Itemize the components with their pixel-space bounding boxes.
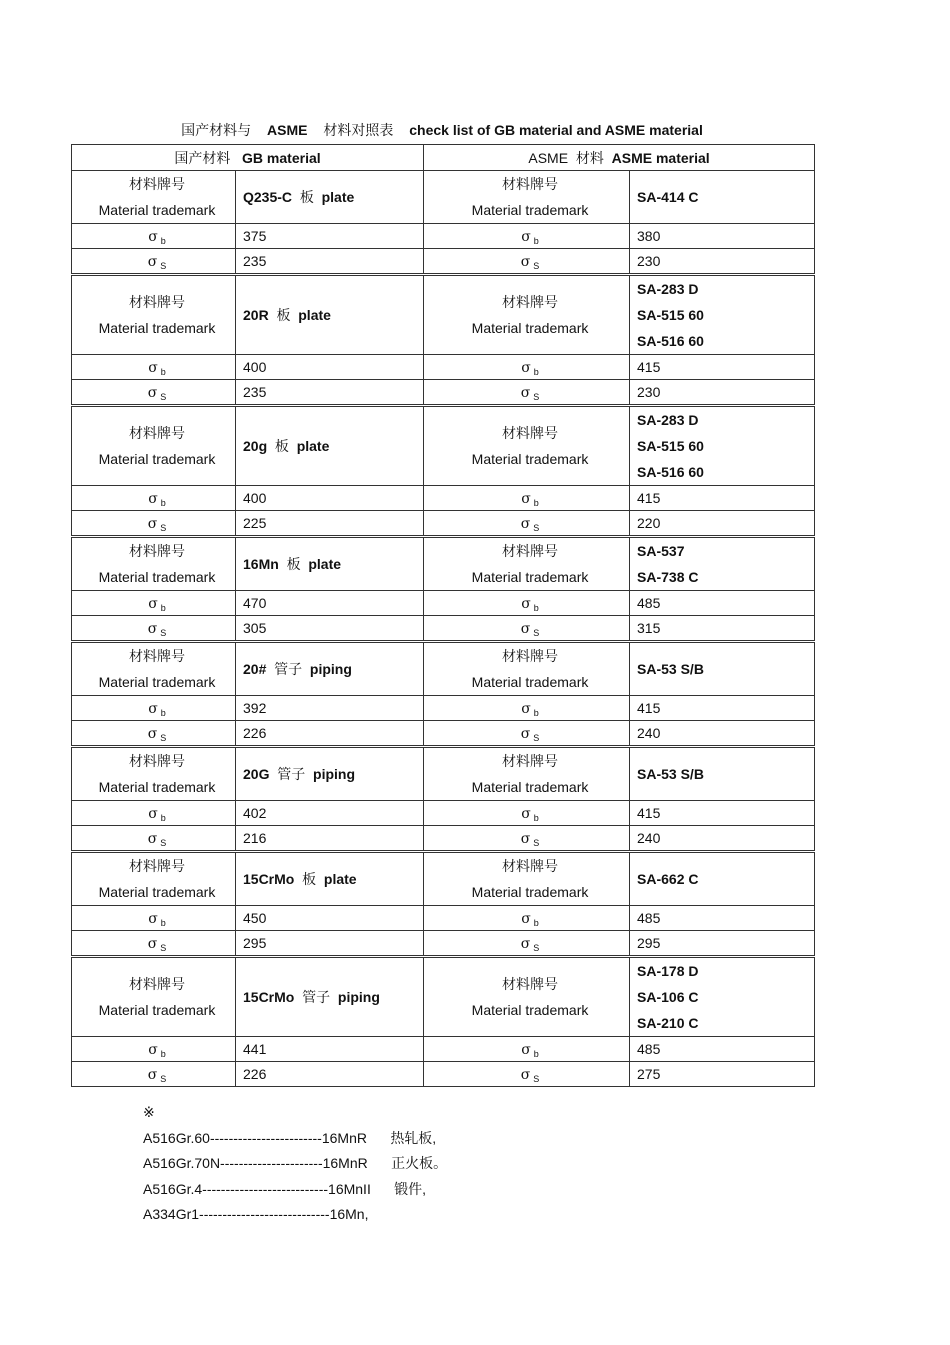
- asme-grade: SA-414 C: [637, 189, 699, 205]
- trademark-label-cn: 材料牌号: [129, 294, 185, 310]
- sigma-symbol: σ: [148, 228, 158, 245]
- note-line: [143, 1151, 447, 1177]
- trademark-label-en: Material trademark: [471, 569, 589, 585]
- strength-row: [72, 906, 815, 931]
- note-left: A334Gr1----------------------------16Mn,: [143, 1206, 369, 1222]
- gb-form-en: plate: [323, 871, 357, 887]
- gb-grade: 20#: [243, 661, 267, 677]
- sigma-label: [424, 696, 630, 721]
- note-left: A516Gr.4---------------------------16MnII: [143, 1180, 371, 1197]
- gb-strength-value: 226: [236, 721, 424, 747]
- strength-row: [72, 249, 815, 275]
- trademark-label-cn: 材料牌号: [129, 543, 185, 559]
- asme-grade: SA-53 S/B: [637, 661, 704, 677]
- material-group-row: [72, 747, 815, 801]
- asme-grade-cell: [630, 171, 815, 224]
- sigma-subscript: S: [160, 627, 167, 638]
- notes-section: [143, 1100, 447, 1228]
- sigma-symbol: σ: [148, 595, 158, 612]
- trademark-label-cn: 材料牌号: [502, 976, 559, 992]
- trademark-label-en: Material trademark: [98, 779, 216, 795]
- sigma-label: [424, 249, 630, 275]
- sigma-label: [424, 380, 630, 406]
- sigma-subscript: S: [160, 391, 167, 402]
- trademark-label-cn: 材料牌号: [129, 753, 185, 769]
- gb-grade-cell: [236, 852, 424, 906]
- note-left: A516Gr.60------------------------16MnR: [143, 1129, 367, 1146]
- trademark-label-en: Material trademark: [98, 320, 216, 336]
- sigma-subscript: b: [160, 235, 166, 246]
- strength-row: [72, 1037, 815, 1062]
- gb-grade: 16Mn: [243, 556, 279, 572]
- sigma-subscript: S: [533, 522, 540, 533]
- trademark-label-en: Material trademark: [98, 202, 216, 218]
- asme-strength-value: 315: [630, 616, 815, 642]
- sigma-label: [424, 906, 630, 931]
- sigma-subscript: b: [160, 366, 166, 377]
- gb-form-en: piping: [309, 661, 352, 677]
- sigma-symbol: σ: [520, 384, 531, 401]
- gb-grade: 20G: [243, 766, 270, 782]
- sigma-subscript: S: [160, 260, 167, 271]
- sigma-subscript: b: [533, 707, 539, 718]
- strength-row: [72, 826, 815, 852]
- gb-grade-cell: [236, 275, 424, 355]
- strength-row: [72, 616, 815, 642]
- sigma-subscript: b: [533, 602, 539, 613]
- asme-grade: SA-516 60: [637, 333, 704, 349]
- strength-row: [72, 721, 815, 747]
- sigma-symbol: σ: [521, 910, 531, 927]
- trademark-label-cn: 材料牌号: [502, 858, 559, 874]
- gb-strength-value: 375: [236, 224, 424, 249]
- sigma-label: [424, 1037, 630, 1062]
- sigma-label: [424, 931, 630, 957]
- gb-grade: Q235-C: [243, 189, 293, 205]
- gb-form-cn: 板: [286, 556, 301, 572]
- sigma-symbol: σ: [520, 935, 531, 952]
- sigma-label: [72, 1062, 236, 1087]
- asme-strength-value: 485: [630, 591, 815, 616]
- gb-strength-value: 400: [236, 355, 424, 380]
- material-group-row: [72, 406, 815, 486]
- trademark-label-en: Material trademark: [98, 1002, 216, 1018]
- trademark-label-gb: [72, 642, 236, 696]
- sigma-subscript: S: [533, 627, 540, 638]
- gb-form-en: plate: [321, 189, 355, 205]
- sigma-label: [72, 826, 236, 852]
- asme-grade-cell: [630, 406, 815, 486]
- gb-form-cn: 管子: [277, 766, 306, 782]
- sigma-subscript: b: [533, 366, 539, 377]
- asme-grade-cell: [630, 852, 815, 906]
- sigma-label: [72, 224, 236, 249]
- gb-grade-cell: [236, 537, 424, 591]
- trademark-label-cn: 材料牌号: [502, 294, 559, 310]
- sigma-label: [424, 801, 630, 826]
- asme-strength-value: 415: [630, 801, 815, 826]
- sigma-symbol: σ: [147, 515, 158, 532]
- sigma-subscript: S: [533, 732, 540, 743]
- strength-row: [72, 931, 815, 957]
- title-asme: ASME: [267, 122, 308, 138]
- sigma-subscript: S: [160, 942, 167, 953]
- gb-grade-cell: [236, 747, 424, 801]
- gb-strength-value: 225: [236, 511, 424, 537]
- asme-strength-value: 485: [630, 1037, 815, 1062]
- sigma-symbol: σ: [520, 830, 531, 847]
- gb-strength-value: 400: [236, 486, 424, 511]
- trademark-label-cn: 材料牌号: [502, 648, 559, 664]
- sigma-subscript: S: [160, 732, 167, 743]
- sigma-subscript: b: [533, 917, 539, 928]
- trademark-label-en: Material trademark: [98, 674, 216, 690]
- asme-strength-value: 230: [630, 249, 815, 275]
- sigma-symbol: σ: [147, 620, 158, 637]
- gb-strength-value: 235: [236, 249, 424, 275]
- sigma-label: [424, 486, 630, 511]
- gb-form-en: piping: [313, 766, 356, 782]
- sigma-subscript: b: [160, 1048, 166, 1059]
- sigma-subscript: S: [160, 522, 167, 533]
- sigma-symbol: σ: [147, 1066, 158, 1083]
- gb-grade: 20g: [243, 438, 268, 454]
- sigma-subscript: b: [160, 707, 166, 718]
- sigma-symbol: σ: [148, 1041, 158, 1058]
- asme-strength-value: 275: [630, 1062, 815, 1087]
- asme-header-en: ASME material: [611, 149, 710, 166]
- gb-form-en: piping: [337, 989, 380, 1005]
- asme-grade: SA-210 C: [637, 1015, 699, 1031]
- trademark-label-cn: 材料牌号: [502, 543, 559, 559]
- note-line: [143, 1177, 447, 1203]
- asme-strength-value: 415: [630, 486, 815, 511]
- gb-grade: 15CrMo: [243, 989, 295, 1005]
- trademark-label-gb: [72, 537, 236, 591]
- document-title: [72, 120, 812, 140]
- asme-strength-value: 295: [630, 931, 815, 957]
- sigma-symbol: σ: [148, 910, 158, 927]
- asme-grade-cell: [630, 275, 815, 355]
- title-en: check list of GB material and ASME material: [409, 122, 703, 138]
- asme-grade: SA-662 C: [637, 871, 699, 887]
- gb-form-cn: 板: [276, 307, 291, 323]
- sigma-label: [72, 486, 236, 511]
- note-line: [143, 1126, 447, 1152]
- gb-grade-cell: [236, 406, 424, 486]
- strength-row: [72, 224, 815, 249]
- gb-strength-value: 235: [236, 380, 424, 406]
- trademark-label-gb: [72, 852, 236, 906]
- sigma-label: [72, 801, 236, 826]
- sigma-subscript: S: [533, 260, 540, 271]
- asme-grade: SA-515 60: [637, 438, 704, 454]
- asme-grade-cell: [630, 642, 815, 696]
- trademark-label-en: Material trademark: [98, 569, 216, 585]
- sigma-symbol: σ: [521, 228, 531, 245]
- sigma-symbol: σ: [148, 359, 158, 376]
- gb-strength-value: 226: [236, 1062, 424, 1087]
- note-line: [143, 1202, 447, 1228]
- gb-material-header: [72, 145, 424, 171]
- sigma-symbol: σ: [147, 935, 158, 952]
- gb-form-en: plate: [308, 556, 342, 572]
- asme-strength-value: 485: [630, 906, 815, 931]
- sigma-label: [424, 224, 630, 249]
- trademark-label-cn: 材料牌号: [502, 753, 559, 769]
- asme-grade: SA-53 S/B: [637, 766, 704, 782]
- asme-grade: SA-178 D: [637, 963, 699, 979]
- sigma-label: [424, 721, 630, 747]
- trademark-label-gb: [72, 747, 236, 801]
- trademark-label-cn: 材料牌号: [129, 425, 185, 441]
- trademark-label-cn: 材料牌号: [502, 176, 559, 192]
- strength-row: [72, 511, 815, 537]
- trademark-label-gb: [72, 957, 236, 1037]
- sigma-subscript: S: [533, 942, 540, 953]
- gb-form-cn: 板: [274, 438, 289, 454]
- trademark-label-gb: [72, 275, 236, 355]
- gb-form-cn: 板: [299, 189, 314, 205]
- sigma-symbol: σ: [520, 620, 531, 637]
- sigma-subscript: b: [533, 812, 539, 823]
- sigma-label: [424, 826, 630, 852]
- asme-grade: SA-516 60: [637, 464, 704, 480]
- asme-header-cn1: ASME: [528, 149, 569, 166]
- trademark-label-en: Material trademark: [471, 1002, 589, 1018]
- gb-strength-value: 470: [236, 591, 424, 616]
- note-mark: ※: [143, 1104, 155, 1120]
- asme-strength-value: 380: [630, 224, 815, 249]
- sigma-label: [424, 1062, 630, 1087]
- gb-header-en: GB material: [242, 149, 321, 166]
- trademark-label-en: Material trademark: [471, 320, 589, 336]
- trademark-label-cn: 材料牌号: [129, 648, 185, 664]
- sigma-symbol: σ: [148, 805, 158, 822]
- sigma-symbol: σ: [520, 725, 531, 742]
- sigma-subscript: b: [160, 812, 166, 823]
- trademark-label-cn: 材料牌号: [129, 858, 185, 874]
- sigma-label: [72, 721, 236, 747]
- gb-grade: 15CrMo: [243, 871, 295, 887]
- trademark-label-asme: [424, 642, 630, 696]
- sigma-symbol: σ: [521, 700, 531, 717]
- title-cn1: 国产材料与: [181, 122, 252, 138]
- sigma-symbol: σ: [148, 490, 158, 507]
- sigma-symbol: σ: [147, 830, 158, 847]
- asme-strength-value: 240: [630, 721, 815, 747]
- note-right: 正火板。: [391, 1155, 448, 1171]
- sigma-subscript: S: [533, 1073, 540, 1084]
- sigma-label: [72, 696, 236, 721]
- sigma-label: [424, 511, 630, 537]
- trademark-label-asme: [424, 171, 630, 224]
- sigma-label: [72, 355, 236, 380]
- sigma-subscript: b: [533, 497, 539, 508]
- sigma-symbol: σ: [521, 490, 531, 507]
- sigma-subscript: b: [160, 917, 166, 928]
- gb-strength-value: 295: [236, 931, 424, 957]
- sigma-subscript: S: [160, 837, 167, 848]
- sigma-subscript: S: [160, 1073, 167, 1084]
- asme-strength-value: 415: [630, 696, 815, 721]
- material-group-row: [72, 642, 815, 696]
- note-right: 锻件,: [394, 1180, 427, 1197]
- sigma-label: [72, 511, 236, 537]
- sigma-subscript: b: [160, 497, 166, 508]
- sigma-label: [72, 906, 236, 931]
- note-right: 热轧板,: [390, 1129, 437, 1146]
- sigma-subscript: S: [533, 837, 540, 848]
- gb-grade-cell: [236, 957, 424, 1037]
- trademark-label-gb: [72, 171, 236, 224]
- asme-grade: SA-283 D: [637, 281, 699, 297]
- strength-row: [72, 486, 815, 511]
- material-comparison-table: [71, 144, 815, 1087]
- sigma-subscript: b: [160, 602, 166, 613]
- material-group-row: [72, 537, 815, 591]
- sigma-subscript: b: [533, 1048, 539, 1059]
- title-cn2: 材料对照表: [323, 122, 394, 138]
- gb-strength-value: 305: [236, 616, 424, 642]
- sigma-label: [72, 616, 236, 642]
- gb-grade-cell: [236, 642, 424, 696]
- asme-grade: SA-515 60: [637, 307, 704, 323]
- asme-strength-value: 220: [630, 511, 815, 537]
- sigma-symbol: σ: [147, 725, 158, 742]
- material-group-row: [72, 275, 815, 355]
- asme-grade: SA-106 C: [637, 989, 699, 1005]
- material-group-row: [72, 957, 815, 1037]
- material-group-row: [72, 852, 815, 906]
- trademark-label-en: Material trademark: [471, 674, 589, 690]
- asme-grade: SA-283 D: [637, 412, 699, 428]
- strength-row: [72, 1062, 815, 1087]
- gb-strength-value: 392: [236, 696, 424, 721]
- sigma-symbol: σ: [521, 359, 531, 376]
- strength-row: [72, 355, 815, 380]
- sigma-subscript: b: [533, 235, 539, 246]
- gb-form-en: plate: [296, 438, 330, 454]
- asme-strength-value: 240: [630, 826, 815, 852]
- sigma-symbol: σ: [148, 700, 158, 717]
- sigma-label: [72, 1037, 236, 1062]
- asme-grade: SA-738 C: [637, 569, 699, 585]
- trademark-label-asme: [424, 537, 630, 591]
- sigma-label: [424, 355, 630, 380]
- gb-strength-value: 450: [236, 906, 424, 931]
- asme-grade-cell: [630, 957, 815, 1037]
- sigma-subscript: S: [533, 391, 540, 402]
- sigma-symbol: σ: [520, 1066, 531, 1083]
- trademark-label-gb: [72, 406, 236, 486]
- sigma-symbol: σ: [147, 384, 158, 401]
- sigma-symbol: σ: [147, 253, 158, 270]
- sigma-symbol: σ: [521, 805, 531, 822]
- sigma-symbol: σ: [521, 1041, 531, 1058]
- trademark-label-cn: 材料牌号: [502, 425, 559, 441]
- note-left: A516Gr.70N----------------------16MnR: [143, 1155, 368, 1171]
- gb-form-cn: 管子: [302, 989, 331, 1005]
- trademark-label-en: Material trademark: [471, 451, 589, 467]
- asme-material-header: [424, 145, 815, 171]
- trademark-label-en: Material trademark: [471, 884, 589, 900]
- strength-row: [72, 591, 815, 616]
- asme-strength-value: 230: [630, 380, 815, 406]
- gb-form-cn: 板: [302, 871, 317, 887]
- trademark-label-en: Material trademark: [471, 779, 589, 795]
- gb-grade-cell: [236, 171, 424, 224]
- trademark-label-en: Material trademark: [98, 451, 216, 467]
- sigma-symbol: σ: [520, 515, 531, 532]
- asme-header-cn2: 材料: [575, 149, 604, 166]
- gb-header-cn: 国产材料: [174, 149, 231, 166]
- sigma-label: [424, 591, 630, 616]
- trademark-label-asme: [424, 275, 630, 355]
- gb-form-en: plate: [298, 307, 331, 323]
- gb-strength-value: 216: [236, 826, 424, 852]
- asme-grade: SA-537: [637, 543, 685, 559]
- gb-strength-value: 402: [236, 801, 424, 826]
- table-header-row: [72, 145, 815, 171]
- strength-row: [72, 380, 815, 406]
- sigma-label: [72, 591, 236, 616]
- strength-row: [72, 696, 815, 721]
- trademark-label-en: Material trademark: [471, 202, 589, 218]
- trademark-label-asme: [424, 852, 630, 906]
- sigma-label: [72, 931, 236, 957]
- trademark-label-asme: [424, 747, 630, 801]
- sigma-label: [424, 616, 630, 642]
- asme-grade-cell: [630, 537, 815, 591]
- trademark-label-cn: 材料牌号: [129, 976, 185, 992]
- trademark-label-cn: 材料牌号: [129, 176, 185, 192]
- trademark-label-asme: [424, 957, 630, 1037]
- gb-strength-value: 441: [236, 1037, 424, 1062]
- trademark-label-asme: [424, 406, 630, 486]
- sigma-symbol: σ: [521, 595, 531, 612]
- asme-grade-cell: [630, 747, 815, 801]
- trademark-label-en: Material trademark: [98, 884, 216, 900]
- material-group-row: [72, 171, 815, 224]
- asme-strength-value: 415: [630, 355, 815, 380]
- gb-form-cn: 管子: [274, 661, 303, 677]
- gb-grade: 20R: [243, 307, 269, 323]
- sigma-label: [72, 380, 236, 406]
- sigma-label: [72, 249, 236, 275]
- sigma-symbol: σ: [520, 253, 531, 270]
- strength-row: [72, 801, 815, 826]
